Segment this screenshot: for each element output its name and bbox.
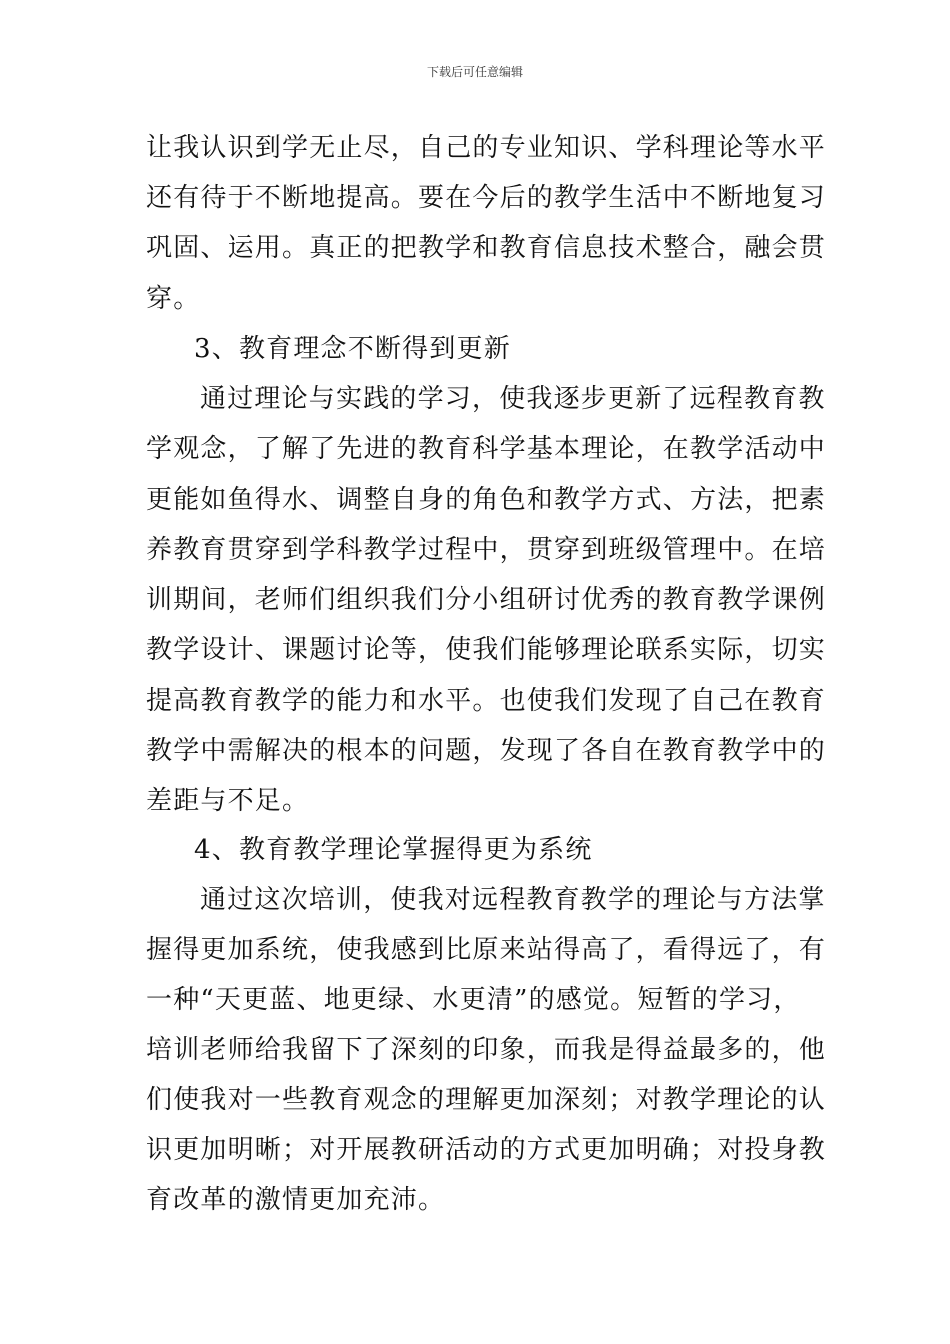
paragraph-line: 穿。: [146, 284, 201, 314]
paragraph-line: 教学设计、课题讨论等，使我们能够理论联系实际，切实: [146, 635, 827, 665]
paragraph-line: 养教育贯穿到学科教学过程中，贯穿到班级管理中。在培: [146, 535, 827, 565]
paragraph-line: 还有待于不断地提高。要在今后的教学生活中不断地复习: [146, 183, 827, 213]
paragraph-line: 教学中需解决的根本的问题，发现了各自在教育教学中的: [146, 736, 827, 766]
paragraph-line: 更能如鱼得水、调整自身的角色和教学方式、方法，把素: [146, 485, 827, 515]
paragraph-line: 巩固、运用。真正的把教学和教育信息技术整合，融会贯: [146, 233, 827, 263]
paragraph-line: 识更加明晰；对开展教研活动的方式更加明确；对投身教: [146, 1135, 827, 1165]
paragraph-line: 训期间，老师们组织我们分小组研讨优秀的教育教学课例: [146, 585, 827, 615]
paragraph-line: 差距与不足。: [146, 786, 310, 816]
section-heading-3: 3、教育理念不断得到更新: [194, 334, 511, 364]
paragraph-line: 一种“天更蓝、地更绿、水更清”的感觉。短暂的学习，: [146, 985, 801, 1015]
section-heading-4: 4、教育教学理论掌握得更为系统: [194, 835, 593, 865]
paragraph-line: 握得更加系统，使我感到比原来站得高了，看得远了，有: [146, 935, 827, 965]
page-header: 下载后可任意编辑: [426, 65, 523, 79]
paragraph-line: 们使我对一些教育观念的理解更加深刻；对教学理论的认: [146, 1085, 827, 1115]
paragraph-line: 通过理论与实践的学习，使我逐步更新了远程教育教: [200, 384, 826, 414]
paragraph-line: 培训老师给我留下了深刻的印象，而我是得益最多的，他: [146, 1035, 827, 1065]
paragraph-line: 学观念，了解了先进的教育科学基本理论，在教学活动中: [146, 434, 827, 464]
paragraph-line: 让我认识到学无止尽，自己的专业知识、学科理论等水平: [146, 133, 827, 163]
paragraph-line: 育改革的激情更加充沛。: [146, 1185, 446, 1215]
paragraph-line: 通过这次培训，使我对远程教育教学的理论与方法掌: [200, 885, 826, 915]
paragraph-line: 提高教育教学的能力和水平。也使我们发现了自己在教育: [146, 686, 827, 716]
